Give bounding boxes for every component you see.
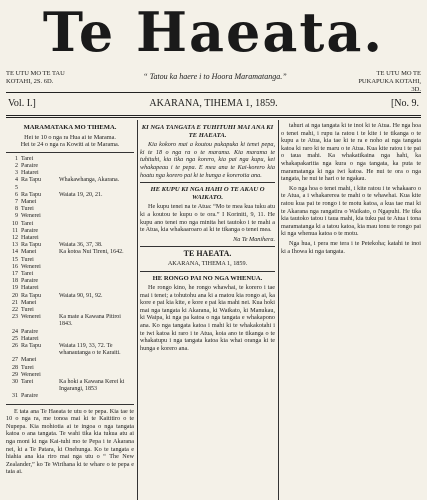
- editorial-date: AKARANA, TIHEMA 1, 1859.: [167, 259, 248, 267]
- day-note: [59, 393, 134, 400]
- almanac-day-row: [6, 192, 134, 199]
- motto: “ Tatou ka haere i to Hoora Maramatanga.”: [143, 72, 287, 81]
- day-name: Manei: [21, 299, 37, 306]
- almanac-day-row: [6, 372, 134, 379]
- almanac-day-row: [6, 300, 134, 307]
- masthead-title: Te Haeata.: [42, 0, 385, 64]
- almanac-day-row: [6, 285, 134, 292]
- almanac-note: E tata ana Te Haeata te utu o te pepa. Kia tae te 10 o nga ra, me tonoa mai ki te Kaititiro o te Nupepa. Kia mohiotia ai te ingoa o nga tangata katoa o ana tangata. Te wahi tika kia tukua atu ai nga moni ki nga Kai-tuhi mo te Pepa i te Akarana nei, ki a Te Patara, ki Onehunga. Ko te tangata e hiahia ana kia riro mai nga utu o “ The New Zealander,” ko Te Wirihana ki te whare o te pepa e taia ai.: [6, 407, 134, 476]
- day-number: 26: [12, 343, 18, 350]
- day-number: 31: [12, 393, 18, 400]
- day-name: Wenerei: [21, 213, 41, 220]
- day-note: [59, 235, 134, 242]
- almanac-day-row: [6, 357, 134, 364]
- article-paragraph: tahuri ai nga tangata ki te inoi ki te Atua. He nga hoa o tenei mahi, i rupu ia ratou i te kite i te tikanga o te kupu a te Atua, kia tae ki te ra e noho ai nga tangata katoa ki raro ki te maru o te Atua. Kua kite ratou i te pai o taua mahi. Ka whakatikaina nga hahi, ka whakapakaritia nga kura o nga tangata, ka puta te maramatanga ki nga iwi katoa. He nui te ora o nga tangata, he nui te hari o te ngakau.: [281, 122, 421, 183]
- day-name: Paraire: [21, 227, 38, 234]
- day-number: 12: [12, 235, 18, 242]
- almanac-day-row: [6, 329, 134, 336]
- dateline-rule-double: [6, 117, 421, 118]
- dateline: [6, 94, 421, 114]
- almanac-day-row: [6, 185, 134, 192]
- day-note: [59, 285, 134, 292]
- day-name: Tarei: [21, 379, 34, 386]
- day-name: Paraire: [21, 162, 38, 169]
- day-name: Hatarei: [21, 235, 39, 242]
- almanac-day-row: [6, 307, 134, 314]
- dateline-rule: [6, 115, 421, 116]
- almanac-heading: MARAMATAKA MO TIHEMA.: [23, 124, 117, 131]
- day-number: 10: [12, 220, 18, 227]
- almanac-day-row: [6, 163, 134, 170]
- signature: Na Te Manihera.: [233, 235, 275, 243]
- almanac-day-row: [6, 206, 134, 213]
- day-note: [59, 336, 134, 343]
- day-note: Ka hoki a Kawana Kerei ki Ingarangi, 1853: [59, 379, 125, 393]
- almanac-day-row: [6, 156, 134, 163]
- correspondents-heading: KI NGA TANGATA E TUHITUHI MAI ANA KI TE HAEATA.: [141, 124, 274, 139]
- column-divider: [278, 120, 279, 500]
- day-name: Paraire: [21, 328, 38, 335]
- day-number: 22: [12, 307, 18, 314]
- notices-column: [140, 122, 275, 500]
- almanac-day-row: [6, 379, 134, 393]
- almanac-day-row: [6, 336, 134, 343]
- annual-price: TE UTU MO TE TAU KOTAHI, 2S. 6D.: [6, 70, 65, 85]
- day-name: Tarei: [21, 271, 34, 278]
- day-number: 11: [12, 227, 18, 234]
- column-divider: [137, 120, 138, 500]
- day-note: [59, 271, 134, 278]
- almanac-days: [6, 156, 134, 401]
- day-number: 15: [12, 256, 18, 263]
- news-text: He rongo kino, he rongo whawhai, te korero i tae mai i tenei; a tohutohu ana ki a matou kia rongo ai, ka kore e pai kia kite, e kore e pai kia mahi nei. Kua hoki mai nga tangata ki Akarana, ki Waikato, ki Manukau, ki Waipa, ki nga pa katoa o nga tangata e whakapono ana. Ko nga tangata katoa i mahi ki te whakakotahi i te iwi katoa ki raro i te Atua, koia ano te tikanga o te whakatupu i nga tangata katoa kia whai oranga ki te hunga e korero ana.: [140, 284, 275, 352]
- day-note: Ka mate a Kawana Pitiroi 1843.: [59, 314, 121, 328]
- day-name: [21, 185, 59, 192]
- day-number: 1: [15, 155, 18, 162]
- day-name: Tarei: [21, 220, 34, 227]
- day-name: Ra Tapu: [21, 177, 41, 184]
- day-number: 23: [12, 314, 18, 321]
- moon-line: Hei te 24 o nga ra Kowiti ai te Marama.: [20, 141, 120, 149]
- volume-label: Vol. I.]: [8, 98, 36, 109]
- almanac-day-row: [6, 242, 134, 249]
- divider: [6, 404, 134, 405]
- day-name: Ra Tapu: [21, 242, 41, 249]
- day-number: 17: [12, 271, 18, 278]
- day-number: 13: [12, 242, 18, 249]
- almanac-day-row: [6, 293, 134, 300]
- almanac-day-row: [6, 228, 134, 235]
- article-paragraph: Nga hua, i pera me tera i te Petekoha; katahi te inoi ki a Ihowa ki nga tangata.: [281, 239, 421, 255]
- issue-number: [No. 9.: [390, 98, 419, 109]
- day-number: 5: [15, 184, 18, 191]
- day-note: [59, 278, 134, 285]
- divider: [6, 152, 134, 153]
- day-name: Turei: [21, 307, 34, 314]
- day-number: 14: [12, 249, 18, 256]
- day-note: [59, 264, 134, 271]
- day-name: Hatarei: [21, 285, 39, 292]
- almanac-day-row: [6, 278, 134, 285]
- almanac-day-row: [6, 257, 134, 264]
- almanac-day-row: [6, 393, 134, 400]
- almanac-day-row: [6, 199, 134, 206]
- day-note: [59, 213, 134, 220]
- day-note: [59, 307, 134, 314]
- almanac-day-row: [6, 343, 134, 357]
- waikato-text: He kupu tenei na te Atua: “Mo te mea kua tuku atu ki a koutou te kupu o te ora.” I Koriniti, 9, 11. He kupu ano tenei mo nga minita hei tautoko i te mahi a te Atua, kia whakaaroaro ai ki te tikanga o tenei mea.: [140, 203, 275, 234]
- divider: [140, 182, 275, 183]
- day-name: Ra Tapu: [21, 191, 41, 198]
- almanac-day-row: [6, 213, 134, 220]
- day-name: Ra Tapu: [21, 343, 41, 350]
- almanac-day-row: [6, 365, 134, 372]
- moon-line: Hei te 10 o nga ra Hua ai te Marama.: [24, 133, 116, 141]
- day-name: Paraire: [21, 278, 38, 285]
- almanac-day-row: [6, 221, 134, 228]
- almanac-day-row: [6, 235, 134, 242]
- day-number: 25: [12, 335, 18, 342]
- day-note: [59, 199, 134, 206]
- day-number: 28: [12, 364, 18, 371]
- day-name: Wenerei: [21, 263, 41, 270]
- day-number: 8: [15, 206, 18, 213]
- day-number: 30: [12, 379, 18, 386]
- day-note: [59, 206, 134, 213]
- day-note: [59, 257, 134, 264]
- day-note: [59, 357, 134, 364]
- day-note: Whakawhanga, Akarana.: [59, 177, 120, 184]
- article-paragraph: Ko nga hoa o tenei mahi, i kite ratou i te whakaaro o te Atua, a i whakarerea te mahi o te whawhai. Kua kite ratou kua pai te rongo i te motu katoa, a kua tae mai ki te Akarana nga rangatira o Waikato, o Ngapuhi. He tika kia tautoko tatou i taua mahi, kia tuku pai te Atua i tona maramatanga ki a tatou katoa, kia mau tonu te rongo pai ki nga whenua katoa o te motu.: [281, 184, 421, 238]
- almanac-day-row: [6, 271, 134, 278]
- day-name: Turei: [21, 256, 34, 263]
- divider: [140, 271, 275, 272]
- day-note: [59, 170, 134, 177]
- day-number: 29: [12, 371, 18, 378]
- almanac-day-row: [6, 177, 134, 184]
- day-note: Waiata 119, 33, 72. Te whanautanga o te Karaiti.: [59, 343, 121, 357]
- day-name: Turei: [21, 206, 34, 213]
- top-rule: [6, 92, 421, 93]
- day-number: 7: [15, 199, 18, 205]
- day-number: 24: [12, 328, 18, 335]
- news-heading: HE RONGO PAI NO NGA WHENUA.: [152, 274, 263, 282]
- day-note: [59, 221, 134, 228]
- editorial-title: TE HAEATA.: [183, 249, 232, 259]
- day-number: 27: [12, 357, 18, 364]
- waikato-heading: HE KUPU KI NGA HAHI O TE AKAU O WAIKATO.: [150, 186, 265, 201]
- almanac-day-row: [6, 264, 134, 271]
- day-name: Manei: [21, 357, 37, 364]
- day-name: Hatarei: [21, 335, 39, 342]
- day-note: [59, 329, 134, 336]
- day-number: 2: [15, 162, 18, 169]
- day-note: Waiata 36, 37, 38.: [59, 242, 103, 249]
- day-number: 4: [15, 177, 18, 184]
- day-name: Manei: [21, 199, 37, 205]
- day-note: [59, 163, 134, 170]
- day-name: Paraire: [21, 393, 38, 400]
- day-number: 6: [15, 191, 18, 198]
- day-name: Ra Tapu: [21, 292, 41, 299]
- day-name: Wenerei: [21, 371, 41, 378]
- day-number: 3: [15, 170, 18, 177]
- day-note: Waiata 19, 20, 21.: [59, 191, 103, 198]
- day-note: [59, 372, 134, 379]
- day-name: Turei: [21, 364, 34, 371]
- day-note: [59, 300, 134, 307]
- day-number: 21: [12, 299, 18, 306]
- almanac-day-row: [6, 314, 134, 328]
- correspondents-text: Kia kokoro mai a koutou pukapuka ki tenei pepa, ki te 18 o nga ra o te marama. Kia marama te tuhituhi, kia tika nga korero, kia pai nga kupu, kei whakapeau i te pepa. E mea ana te Kai-korero kia hoatu nga korero pai ki te hunga e korerotia ana.: [140, 141, 275, 179]
- day-number: 16: [12, 263, 18, 270]
- day-number: 20: [12, 292, 18, 299]
- day-note: [59, 185, 134, 192]
- almanac-day-row: [6, 249, 134, 256]
- issue-date: AKARANA, TIHEMA 1, 1859.: [149, 98, 278, 109]
- day-number: 19: [12, 285, 18, 292]
- article-column: [281, 122, 421, 500]
- day-note: Ka kotoa Nui Tireni, 1642.: [59, 249, 124, 256]
- almanac-column: [6, 122, 134, 500]
- day-note: Waiata 90, 91, 92.: [59, 292, 103, 299]
- day-note: [59, 228, 134, 235]
- day-note: [59, 365, 134, 372]
- divider: [140, 246, 275, 247]
- day-number: 9: [15, 213, 18, 220]
- single-copy-price: TE UTU MO TE PUKAPUKA KOTAHI, 3D.: [358, 70, 421, 93]
- day-note: [59, 156, 134, 163]
- day-name: Hatarei: [21, 170, 39, 177]
- almanac-day-row: [6, 170, 134, 177]
- day-name: Tarei: [21, 155, 34, 162]
- day-number: 18: [12, 278, 18, 285]
- day-name: Manei: [21, 249, 37, 256]
- day-name: Wenerei: [21, 314, 41, 321]
